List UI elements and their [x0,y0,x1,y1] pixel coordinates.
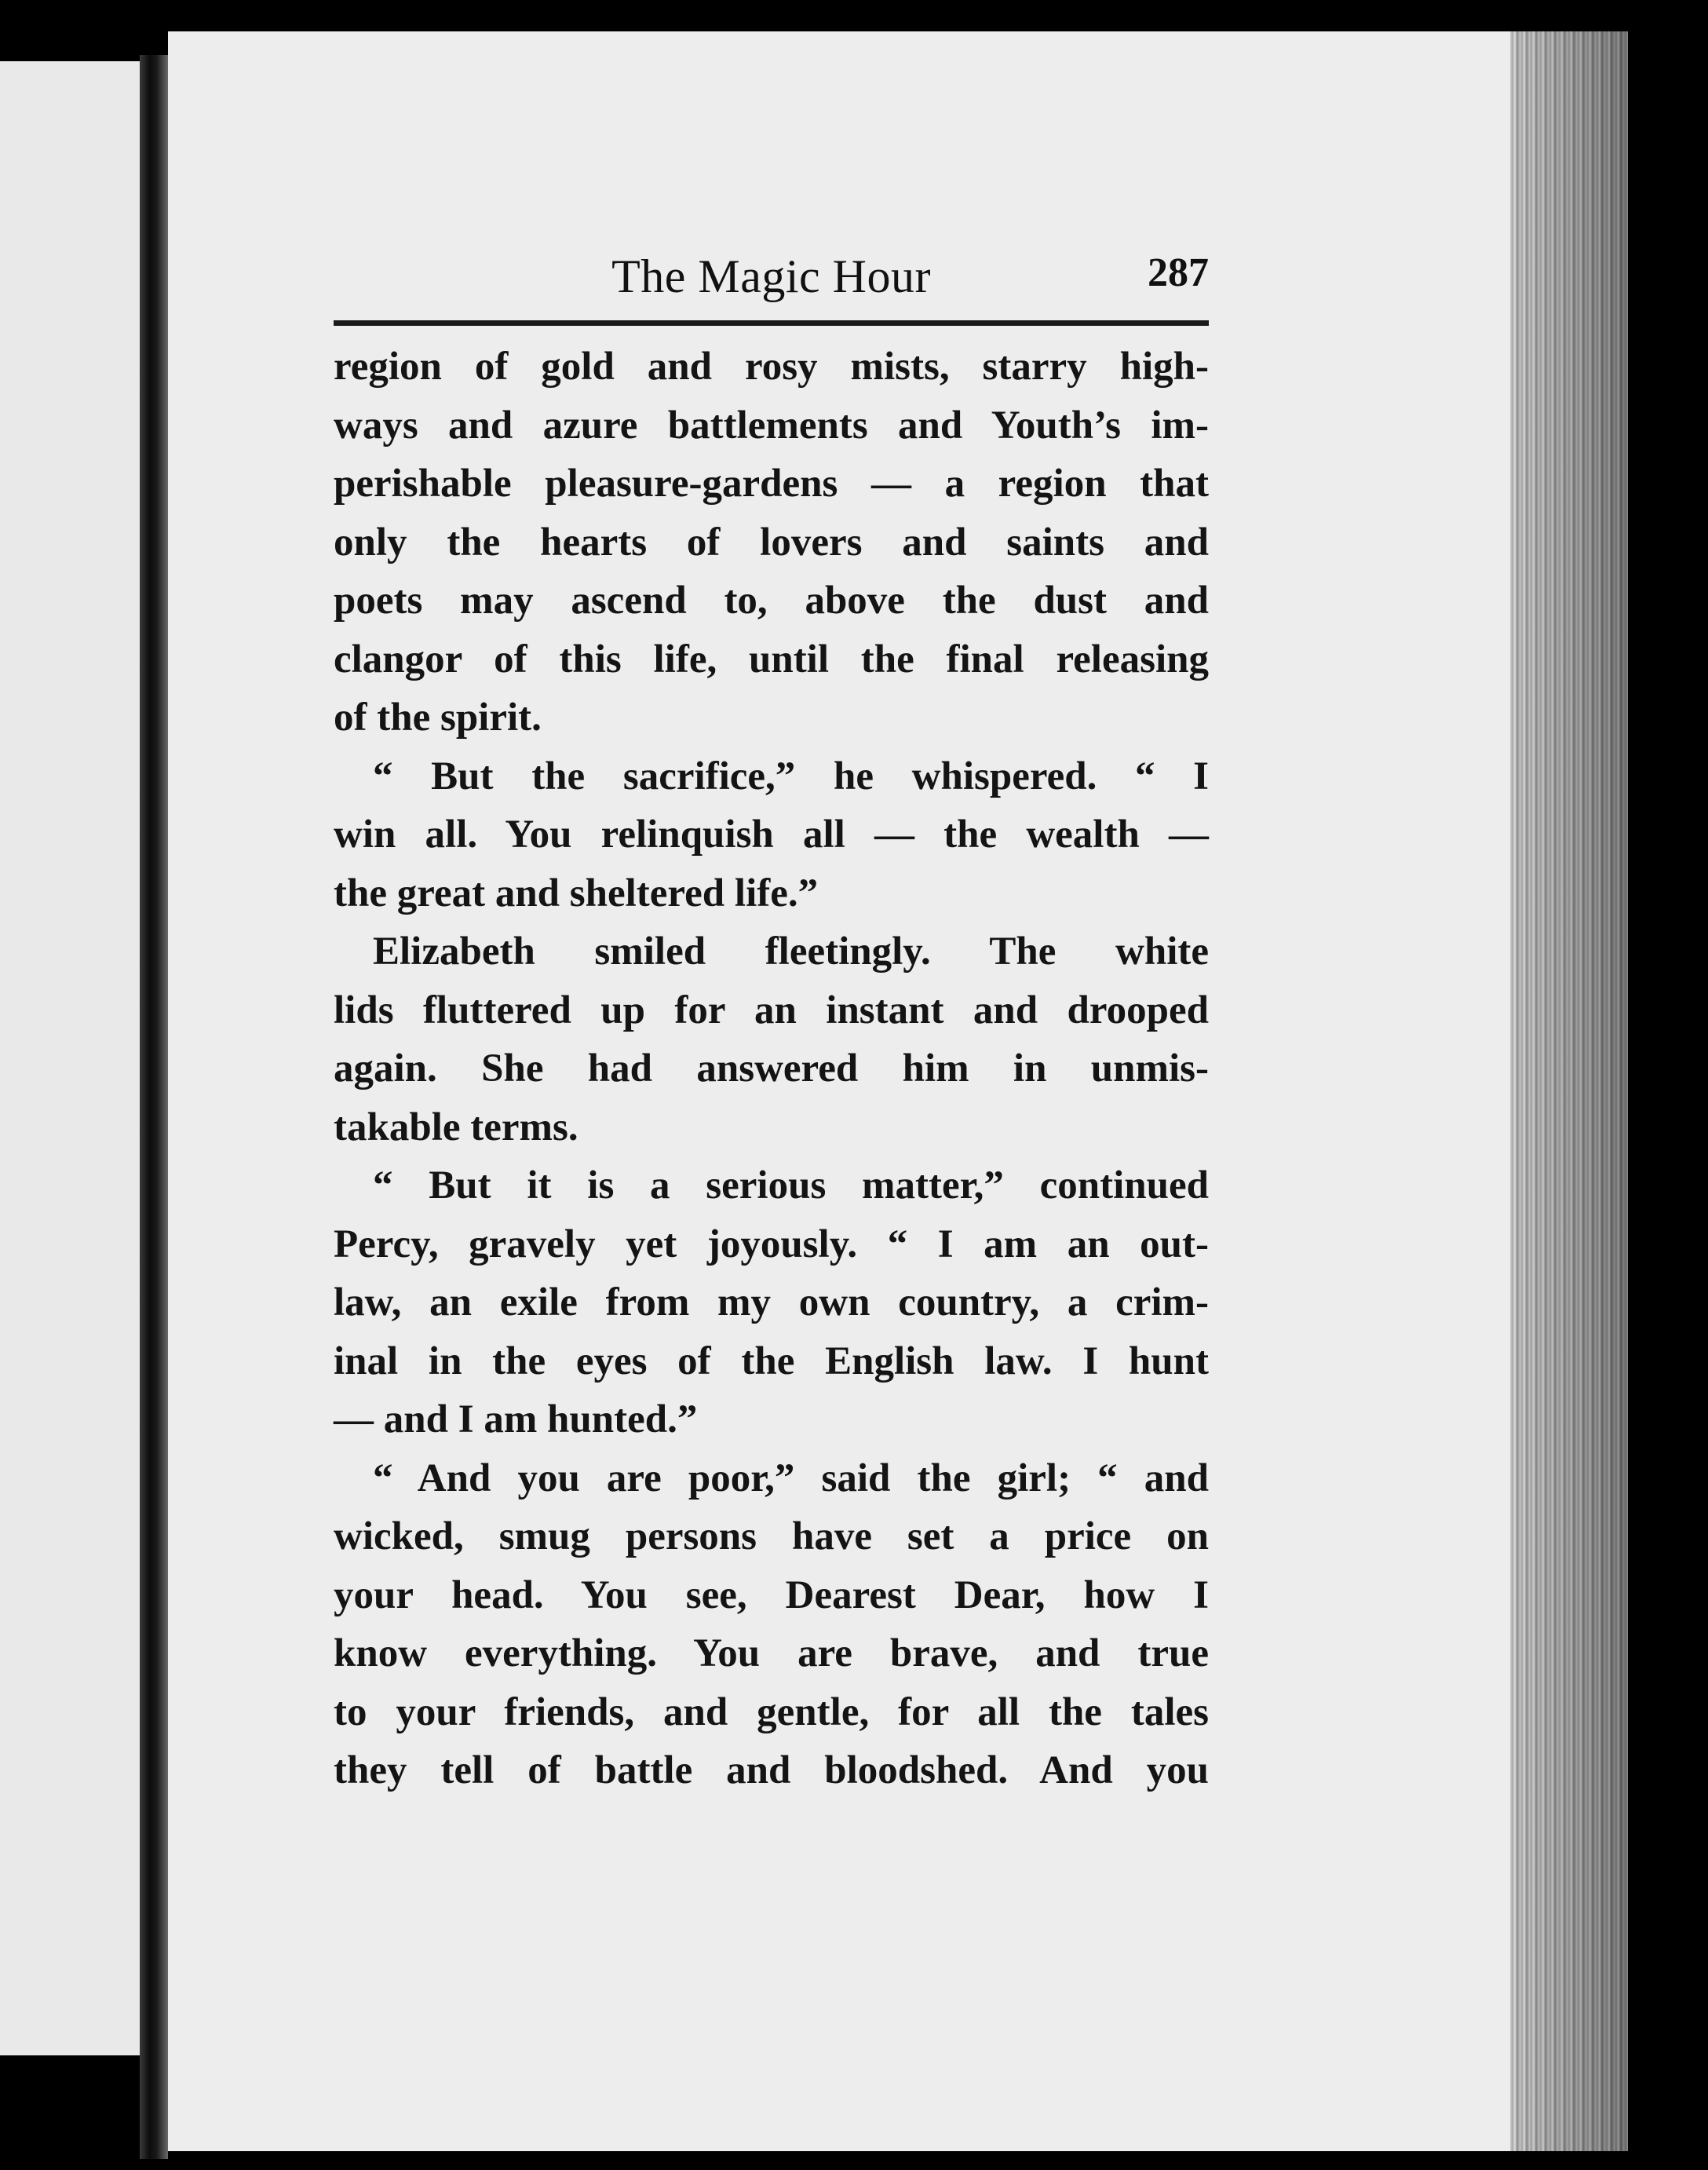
text-line: wicked, smug persons have set a price on [334,1514,1209,1558]
header-rule [334,320,1209,326]
body-text [334,338,1209,1800]
text-line: only the hearts of lovers and saints and [334,520,1209,564]
text-line: perishable pleasure-gardens — a region that [334,462,1209,506]
text-line: — and I am hunted.” [334,1397,698,1441]
text-line: again. She had answered him in unmis- [334,1047,1209,1090]
text-line: Percy, gravely yet joyously. “ I am an out- [334,1222,1209,1266]
text-line: of the spirit. [334,696,542,740]
book-gutter [140,55,168,2159]
text-line: clangor of this life, until the final releasing [334,637,1209,681]
text-line: poets may ascend to, above the dust and [334,579,1209,623]
text-line: “ But the sacrifice,” he whispered. “ I [373,754,1209,798]
text-line: ways and azure battlements and Youth’s im- [334,403,1209,448]
text-line: know everything. You are brave, and true [334,1631,1209,1675]
page-fore-edge [1510,31,1628,2151]
page-header [334,236,1209,314]
text-line: win all. You relinquish all — the wealth — [334,813,1209,857]
text-line: law, an exile from my own country, a crim- [334,1280,1209,1324]
running-title: The Magic Hour [611,250,931,302]
page-number: 287 [1148,250,1209,295]
text-line: your head. You see, Dearest Dear, how I [334,1573,1209,1617]
text-line: takable terms. [334,1105,578,1149]
text-line: to your friends, and gentle, for all the tales [334,1690,1209,1734]
text-line: they tell of battle and bloodshed. And you [334,1748,1209,1792]
text-line: inal in the eyes of the English law. I hunt [334,1339,1209,1383]
text-line: region of gold and rosy mists, starry high- [334,345,1209,389]
text-line: “ But it is a serious matter,” continued [373,1164,1209,1207]
text-line: the great and sheltered life.” [334,871,819,915]
text-line: “ And you are poor,” said the girl; “ and [373,1456,1209,1500]
text-line: Elizabeth smiled fleetingly. The white [373,930,1209,974]
text-line: lids fluttered up for an instant and drooped [334,988,1209,1032]
left-page-edge [0,61,140,2055]
